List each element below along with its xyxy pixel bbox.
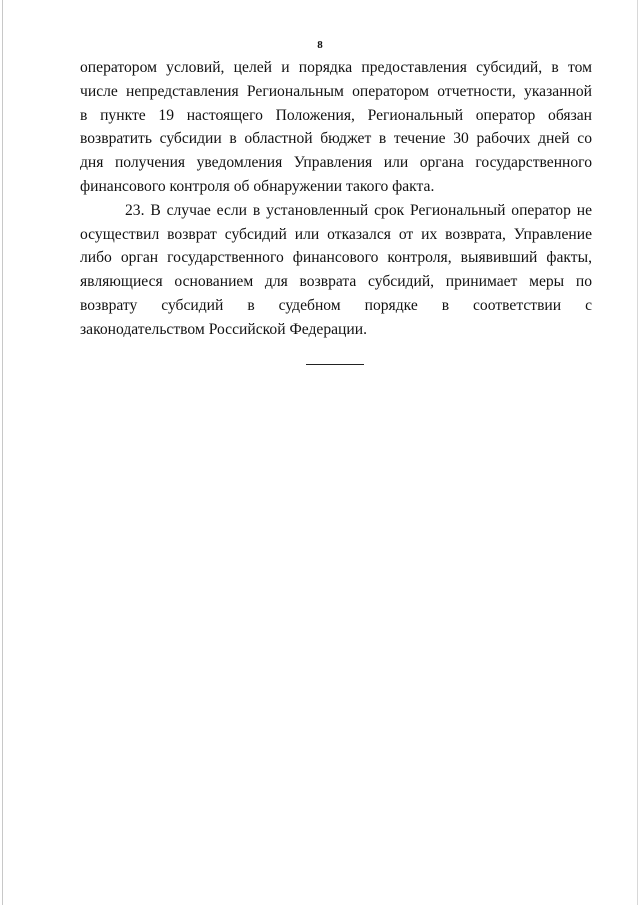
- document-body: [80, 56, 592, 342]
- text-line: законодательством Российской Федерации.: [80, 320, 367, 338]
- text-line: либо орган государственного финансового контроля, выявивший факты,: [80, 249, 592, 267]
- text-line: возвратить субсидии в областной бюджет в течение 30 рабочих дней со: [80, 130, 592, 148]
- scan-edge-left: [2, 0, 3, 905]
- text-line: оператором условий, целей и порядка предоставления субсидий, в том: [80, 59, 592, 76]
- text-line: в пункте 19 настоящего Положения, Региональный оператор обязан: [80, 106, 592, 124]
- text-line: дня получения уведомления Управления или органа государственного: [80, 154, 592, 172]
- scan-edge-right: [637, 0, 638, 905]
- text-line: финансового контроля об обнаружении такого факта.: [80, 177, 435, 195]
- paragraph-23: [80, 199, 592, 342]
- text-line: осуществил возврат субсидий или отказался от их возврата, Управление: [80, 225, 592, 243]
- text-line: возврату субсидий в судебном порядке в соответствии с: [80, 296, 592, 314]
- paragraph-continuation: [80, 56, 592, 199]
- end-of-document-rule: [306, 364, 364, 365]
- text-line: 23. В случае если в установленный срок Региональный оператор не: [125, 201, 592, 219]
- text-line: числе непредставления Региональным оператором отчетности, указанной: [80, 82, 592, 100]
- text-line: являющиеся основанием для возврата субсидий, принимает меры по: [80, 273, 592, 291]
- page-number: 8: [317, 39, 323, 51]
